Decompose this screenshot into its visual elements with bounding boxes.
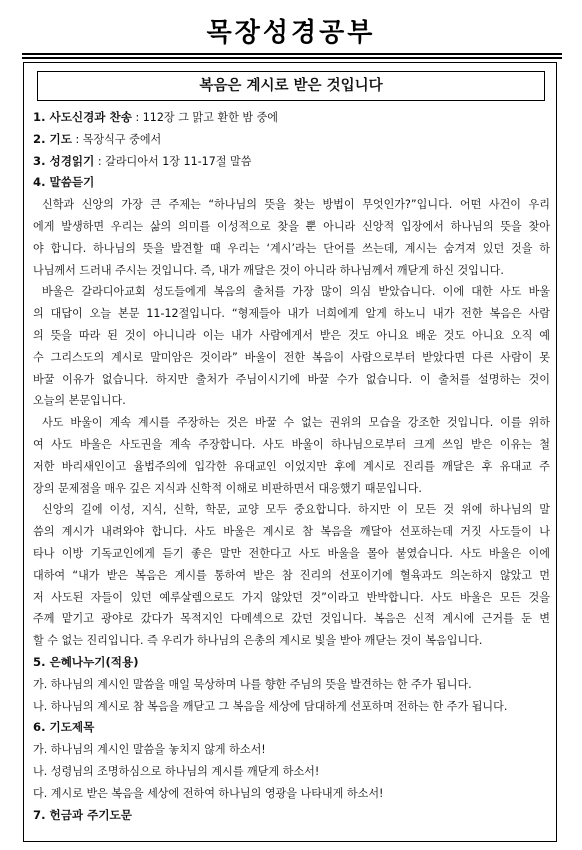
section-prayer-topics-heading — [33, 717, 550, 739]
sermon-line: 타나 이방 기독교인에게 듣기 좋은 말만 전한다고 사도 바울을 몰아 붙였습니다. 사도 바울은 이에 — [33, 546, 550, 560]
prayer-item: 나. 성령님의 조명하심으로 하나님의 계시를 깨닫게 하소서! — [33, 764, 320, 778]
sermon-line: 신학과 신앙의 가장 큰 주제는 “하나님의 뜻을 찾는 방법이 무엇인가?”입니다. 어떤 사건이 우리 — [42, 198, 550, 212]
sermon-line: 사도 바울이 계속 계시를 주장하는 것은 바꿀 수 없는 권위의 모습을 강조한 것입니다. 이를 위하 — [42, 416, 550, 430]
section-value: 갈라디아서 1장 11-17절 말씀 — [105, 154, 252, 168]
sermon-line: 바꿀 이유가 없습니다. 하지만 출처가 주님이시기에 바꿀 수가 없습니다. 이 출처를 설명하는 것이 — [33, 372, 550, 386]
sermon-line: 야 합니다. 하나님의 뜻을 발견할 때 우리는 ‘계시’라는 단어를 쓰는데, 계시는 숨겨져 있던 것을 하 — [33, 241, 550, 255]
sermon-line: 에게 발생하면 우리는 삶의 의미를 이성적으로 찾을 뿐 아니라 신앙적 입장에서 하나님의 뜻을 찾아 — [33, 219, 550, 233]
section-label: 4. 말씀듣기 — [33, 175, 95, 190]
section-label: 3. 성경읽기 — [33, 153, 95, 168]
sermon-line: 의 뜻을 따라 된 것이 아니니라 이는 내가 사람에게서 받은 것도 아니요 배운 것도 아니요 오직 예 — [33, 328, 550, 342]
section-value: 목장식구 중에서 — [82, 132, 162, 146]
application-item: 가. 하나님의 계시인 말씀을 매일 묵상하며 나를 향한 주님의 뜻을 발견하는 한 주가 됩니다. — [33, 677, 472, 691]
title-underline-bottom — [22, 57, 562, 59]
sermon-line: 의 대답이 오늘 본문 11-12절입니다. “형제들아 내가 너희에게 알게 하노니 내가 전한 복음은 사람 — [33, 307, 550, 321]
section-value: 112장 그 맑고 환한 밤 중에 — [142, 111, 279, 124]
section-sermon-heading — [33, 172, 550, 194]
section-separator: : — [94, 154, 106, 168]
section-separator: : — [71, 132, 83, 146]
sermon-line: 저한 바리새인이고 율법주의에 입각한 유대교인 이었지만 후에 계시로 진리를 깨달은 후 유대교 주 — [33, 459, 550, 473]
page-title: 목장성경공부 — [206, 18, 376, 48]
sermon-line: 씀의 계시가 내려와야 합니다. 사도 바울은 계시로 참 복음을 깨달아 선포하는데 거짓 사도들이 나 — [33, 525, 550, 539]
sermon-line: 신앙의 길에 이성, 지식, 신학, 학문, 교양 모두 중요합니다. 하지만 이 모든 것 위에 하나님의 말 — [42, 503, 550, 517]
section-label: 2. 기도 — [33, 131, 72, 146]
section-label: 7. 헌금과 주기도문 — [33, 807, 132, 822]
section-offering-heading — [33, 805, 550, 827]
sermon-line: 할 수 없는 진리입니다. 즉 우리가 하나님의 은총의 계시로 빛을 받아 깨닫는 것이 복음입니다. — [33, 634, 483, 648]
sermon-line: 장의 문제점을 매우 깊은 지식과 신학적 이해로 비판하면서 대응했기 때문입니다. — [33, 481, 422, 495]
sermon-line: 나님께서 드러내 주시는 것입니다. 즉, 내가 깨달은 것이 아니라 하나님께서 깨닫게 하신 것입니다. — [33, 263, 504, 277]
sermon-line: 여 사도 바울은 사도권을 계속 주장합니다. 사도 바울이 하나님으로부터 크게 쓰임 받은 이유는 철 — [33, 437, 550, 451]
section-label: 5. 은혜나누기(적용) — [33, 654, 139, 669]
title-underline-top — [22, 53, 562, 55]
application-item: 나. 하나님의 계시로 참 복음을 깨닫고 그 복음을 세상에 담대하게 선포하며 전하는 한 주가 됩니다. — [33, 699, 508, 713]
section-reading — [33, 151, 550, 173]
sermon-line: 오늘의 본문입니다. — [33, 394, 126, 408]
content-body — [33, 107, 550, 826]
section-hymn — [33, 107, 550, 129]
sermon-text — [33, 194, 550, 652]
sermon-line: 대하여 “내가 받은 복음은 계시를 통하여 받은 참 진리의 선포이기에 혈육과도 의논하지 않았고 먼 — [33, 568, 550, 582]
sermon-line: 수 그리스도의 계시로 말미암은 것이라” 바울이 전한 복음이 사람으로부터 받았다면 다른 사람이 못 — [33, 350, 550, 364]
sermon-line: 저 사도된 자들이 있던 예루살렘으로도 가지 않았던 것”이라고 반박합니다. 사도 바울은 모든 것을 — [33, 590, 550, 604]
section-prayer — [33, 129, 550, 151]
prayer-item: 가. 하나님의 계시인 말씀을 놓치지 않게 하소서! — [33, 743, 266, 757]
prayer-item: 다. 계시로 받은 복음을 세상에 전하여 하나님의 영광을 나타내게 하소서! — [33, 786, 384, 800]
sermon-line: 바울은 갈라디아교회 성도들에게 복음의 출처를 가장 많이 의심 받았습니다. 이에 대한 사도 바울 — [42, 285, 550, 299]
section-label: 6. 기도제목 — [33, 720, 95, 735]
section-label: 1. 사도신경과 찬송 — [33, 110, 132, 124]
section-separator: : — [131, 111, 143, 124]
section-application-heading — [33, 652, 550, 674]
sermon-line: 주께 맡기고 광야로 갔다가 목적지인 다메섹으로 갔던 것입니다. 복음은 신적 계시에 근거를 둔 변 — [33, 612, 550, 626]
sermon-heading: 복음은 계시로 받은 것입니다 — [37, 71, 545, 101]
